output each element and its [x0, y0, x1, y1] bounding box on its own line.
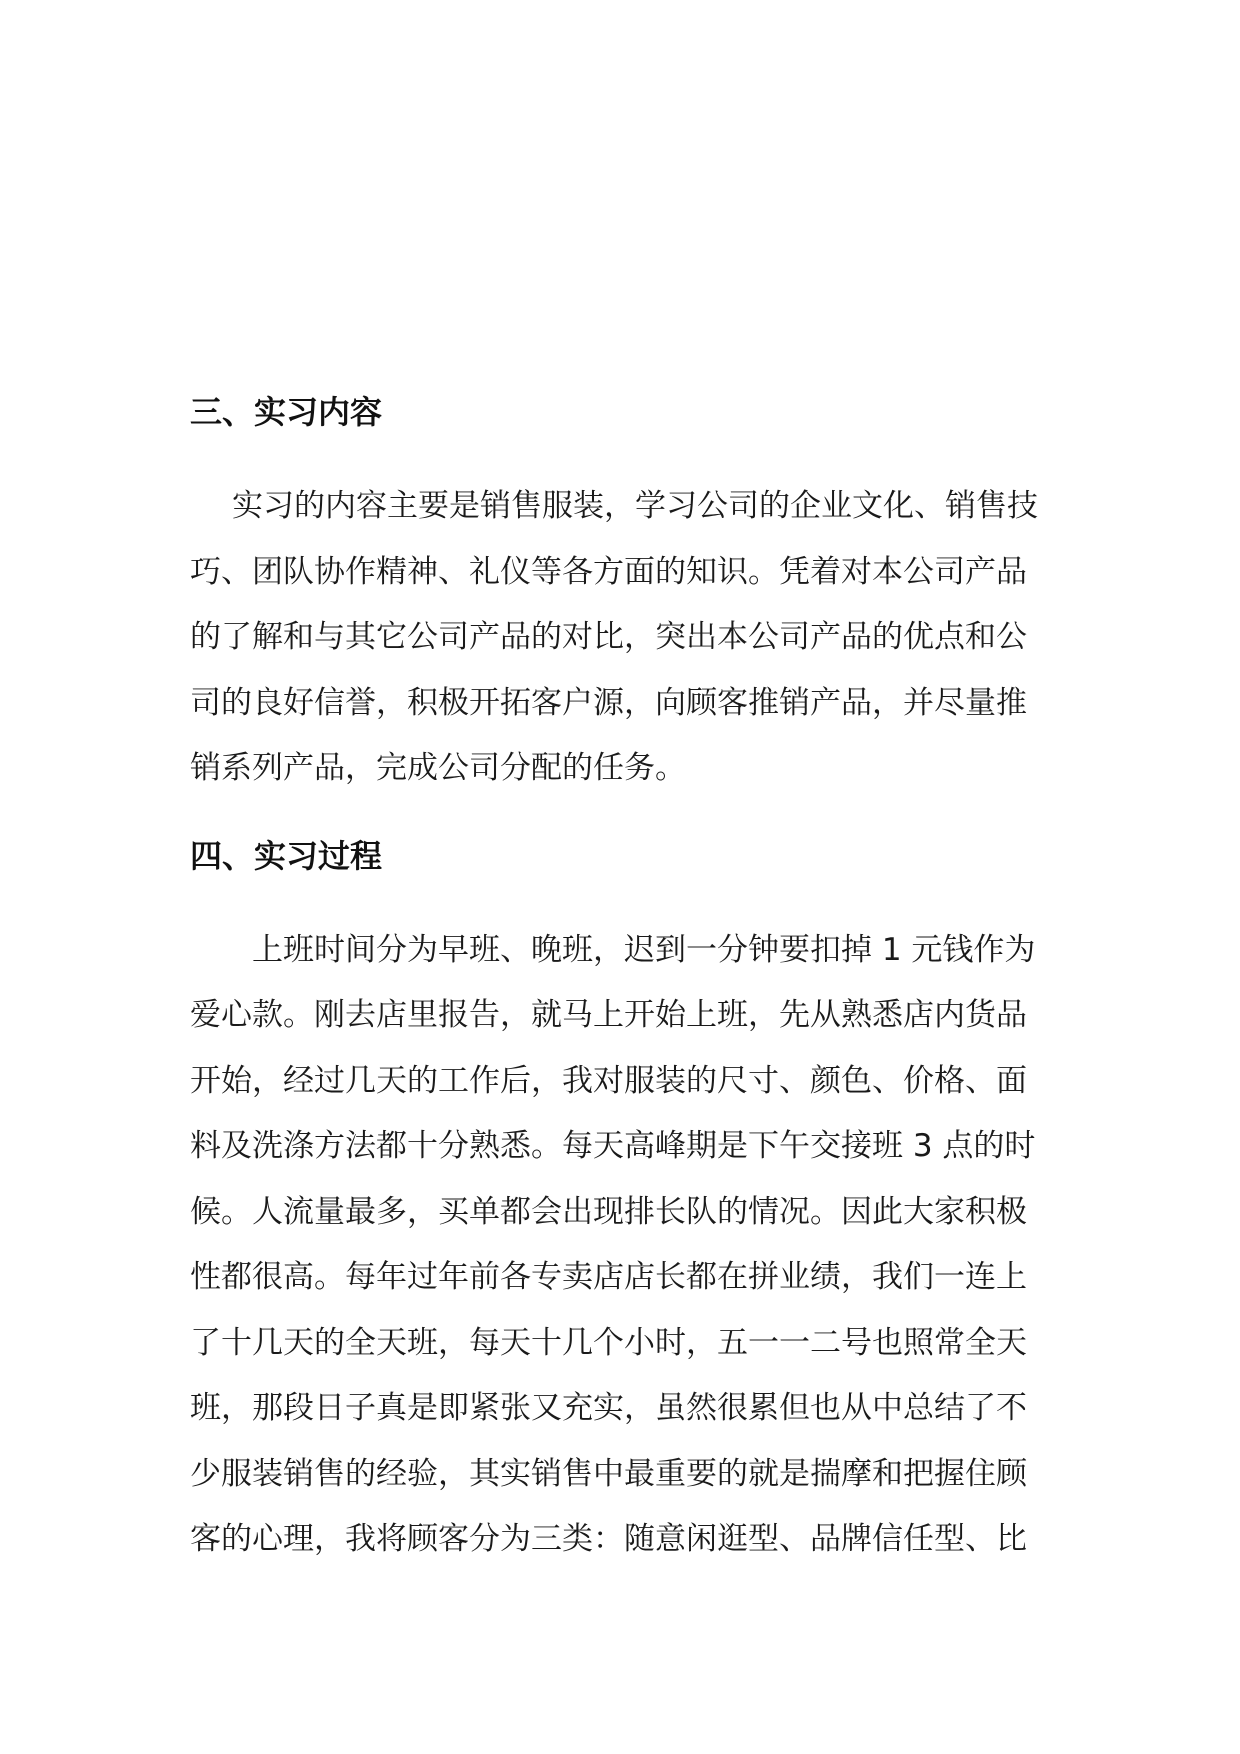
- paragraph-line: 的了解和与其它公司产品的对比，突出本公司产品的优点和公: [190, 619, 1027, 655]
- paragraph-line: 了十几天的全天班，每天十几个小时，五一一二号也照常全天: [190, 1324, 1027, 1361]
- paragraph-line: 爱心款。刚去店里报告，就马上开始上班，先从熟悉店内货品: [190, 997, 1027, 1033]
- paragraph-line: 上班时间分为早班、晚班，迟到一分钟要扣掉 1 元钱作为: [252, 931, 1036, 968]
- paragraph-line: 实习的内容主要是销售服装，学习公司的企业文化、销售技: [232, 488, 1038, 524]
- paragraph-line: 销系列产品，完成公司分配的任务。: [190, 750, 686, 786]
- paragraph-internship-content: [190, 474, 1050, 802]
- paragraph-line: 开始，经过几天的工作后，我对服装的尺寸、颜色、价格、面: [190, 1062, 1027, 1099]
- paragraph-line: 巧、团队协作精神、礼仪等各方面的知识。凭着对本公司产品: [190, 553, 1027, 590]
- paragraph-line: 司的良好信誉，积极开拓客户源，向顾客推销产品，并尽量推: [190, 684, 1027, 721]
- paragraph-line: 班，那段日子真是即紧张又充实，虽然很累但也从中总结了不: [190, 1390, 1027, 1426]
- paragraph-line: 料及洗涤方法都十分熟悉。每天高峰期是下午交接班 3 点的时: [190, 1128, 1036, 1164]
- spacer: [190, 438, 1050, 474]
- paragraph-line: 性都很高。每年过年前各专卖店店长都在拼业绩，我们一连上: [190, 1259, 1027, 1295]
- paragraph-line: 客的心理，我将顾客分为三类：随意闲逛型、品牌信任型、比: [190, 1521, 1027, 1557]
- spacer: [190, 882, 1050, 918]
- paragraph-internship-process: [190, 918, 1050, 1573]
- section-heading-internship-content: 三、实习内容: [190, 393, 383, 431]
- paragraph-line: 少服装销售的经验，其实销售中最重要的就是揣摩和把握住顾: [190, 1455, 1027, 1492]
- paragraph-line: 候。人流量最多，买单都会出现排长队的情况。因此大家积极: [190, 1193, 1027, 1230]
- spacer: [190, 802, 1050, 830]
- section-heading-internship-process: 四、实习过程: [190, 836, 383, 875]
- document-content: [190, 386, 1050, 1573]
